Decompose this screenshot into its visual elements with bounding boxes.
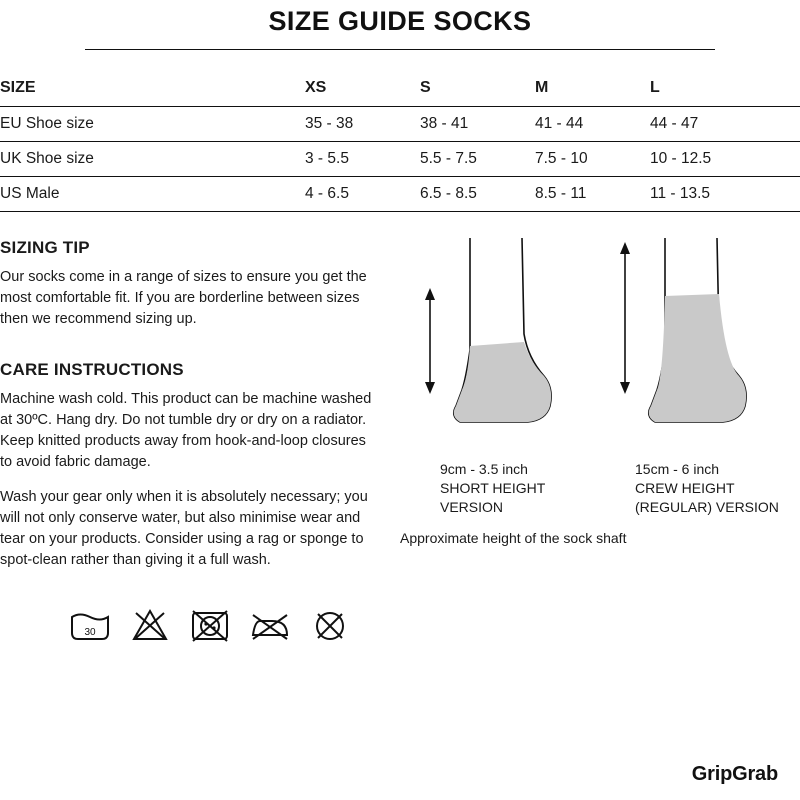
row-label-uk: UK Shoe size [0, 142, 305, 177]
do-not-dry-clean-icon [308, 605, 352, 645]
cell-us-m: 8.5 - 11 [535, 177, 650, 212]
page-title: SIZE GUIDE SOCKS [268, 6, 532, 36]
header-size: SIZE [0, 72, 305, 107]
title-divider [85, 49, 715, 50]
lower-section [0, 238, 800, 645]
cell-uk-m: 7.5 - 10 [535, 142, 650, 177]
wash-temperature-label: 30 [84, 627, 96, 639]
short-sock-caption [440, 460, 610, 517]
header-l: L [650, 72, 800, 107]
short-sock-measure: 9cm - 3.5 inch [440, 461, 528, 477]
crew-sock-illustration [605, 238, 795, 453]
care-paragraph-1: Machine wash cold. This product can be machine washed at 30ºC. Hang dry. Do not tumble dry or dry on a radiator. Keep knitted products away from hook-and-loop closures to avoid fabric damage. [0, 391, 372, 471]
cell-us-xs: 4 - 6.5 [305, 177, 420, 212]
care-symbols [68, 605, 372, 645]
crew-sock-caption [635, 460, 800, 517]
short-sock-line2: VERSION [440, 498, 504, 515]
sizing-tip-text: Our socks come in a range of sizes to ensure you get the most comfortable fit. If you are borderline between sizes then we recommend sizing up. [0, 269, 367, 328]
do-not-tumble-dry-icon [188, 605, 232, 645]
cell-us-l: 11 - 13.5 [650, 177, 800, 212]
table-row [0, 107, 800, 142]
table-row [0, 177, 800, 212]
care-instructions-heading: CARE INSTRUCTIONS [0, 360, 184, 380]
sock-shaft-note: Approximate height of the sock shaft [400, 530, 627, 546]
table-header-row [0, 72, 800, 107]
cell-eu-l: 44 - 47 [650, 107, 800, 142]
sizing-tip-heading: SIZING TIP [0, 238, 90, 257]
socks-illustrations [400, 238, 800, 546]
size-table-head [0, 72, 800, 107]
cell-uk-l: 10 - 12.5 [650, 142, 800, 177]
short-sock-illustration [410, 238, 600, 453]
cell-us-s: 6.5 - 8.5 [420, 177, 535, 212]
table-row [0, 142, 800, 177]
crew-sock-measure: 15cm - 6 inch [635, 461, 720, 477]
brand-logo: GripGrab [691, 763, 778, 785]
header-m: M [535, 72, 650, 107]
cell-uk-xs: 3 - 5.5 [305, 142, 420, 177]
wash-30-icon [68, 605, 112, 645]
size-table [0, 72, 800, 212]
sock-diagram-column [400, 238, 800, 645]
crew-sock-line1: CREW HEIGHT [635, 479, 735, 496]
cell-eu-xs: 35 - 38 [305, 107, 420, 142]
do-not-bleach-icon [128, 605, 172, 645]
header-xs: XS [305, 72, 420, 107]
crew-sock-line2: (REGULAR) VERSION [635, 498, 779, 515]
cell-eu-s: 38 - 41 [420, 107, 535, 142]
size-table-body [0, 107, 800, 212]
row-label-eu: EU Shoe size [0, 107, 305, 142]
header-s: S [420, 72, 535, 107]
cell-uk-s: 5.5 - 7.5 [420, 142, 535, 177]
do-not-iron-icon [248, 605, 292, 645]
cell-eu-m: 41 - 44 [535, 107, 650, 142]
row-label-us: US Male [0, 177, 305, 212]
short-sock-line1: SHORT HEIGHT [440, 479, 546, 496]
instructions-column [0, 238, 400, 645]
care-paragraph-2: Wash your gear only when it is absolutely necessary; you will not only conserve water, but also minimise wear and tear on your products. Consider using a rag or sponge to spot-clean rather than giving it a full wash. [0, 489, 368, 569]
